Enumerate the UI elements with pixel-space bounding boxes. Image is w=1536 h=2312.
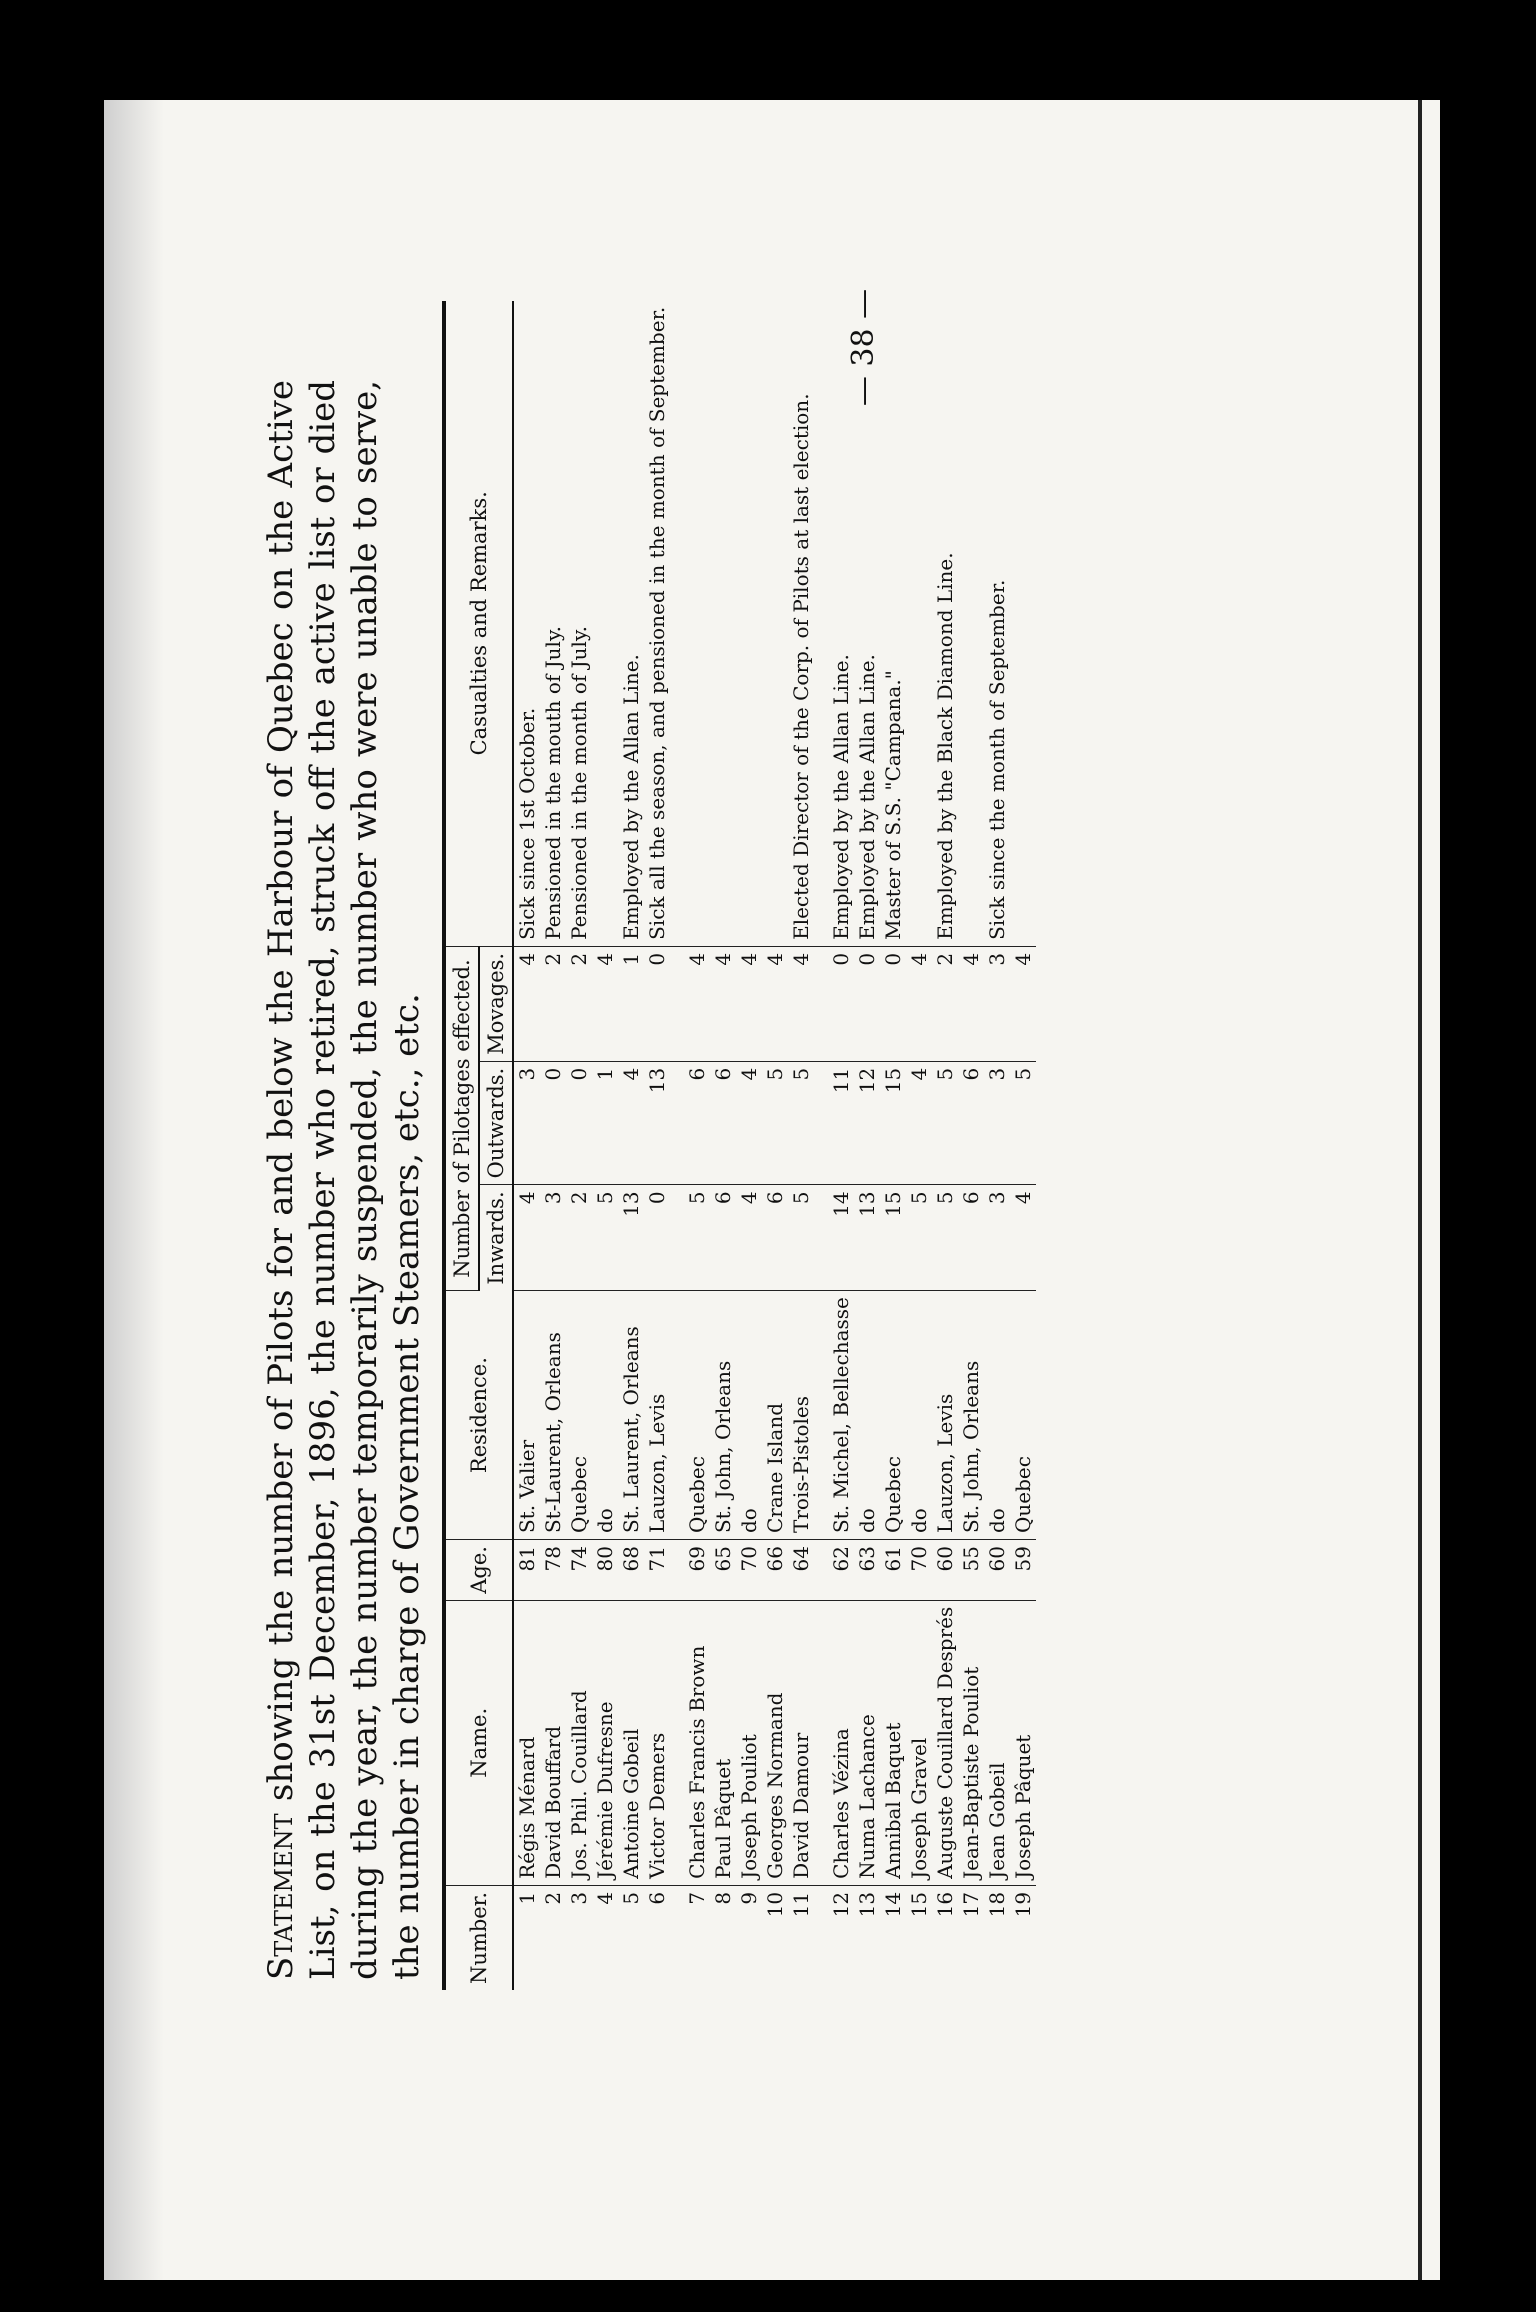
cell-number: 17 <box>959 1891 983 1918</box>
cell-movages: 4 <box>736 946 762 1061</box>
header-inwards: Inwards. <box>479 1185 513 1291</box>
cell-remarks: Sick all the season, and pensioned in the month of September. <box>644 301 670 947</box>
cell-inwards: 13 <box>618 1185 644 1291</box>
cell-name: Régis Ménard <box>513 1600 540 1885</box>
cell-remarks <box>1010 301 1036 947</box>
cell-number: 3 <box>567 1891 591 1905</box>
cell-number: 19 <box>1011 1891 1035 1918</box>
cell-outwards: 3 <box>984 1061 1010 1185</box>
cell-remarks <box>684 301 710 947</box>
cell-number: 9 <box>737 1891 761 1905</box>
cell-number: 12 <box>829 1891 853 1918</box>
cell-movages: 0 <box>644 946 670 1061</box>
cell-remarks <box>906 301 932 947</box>
cell-outwards: 5 <box>932 1061 958 1185</box>
cell-outwards: 1 <box>592 1061 618 1185</box>
cell-remarks: Master of S.S. "Campana." <box>880 301 906 947</box>
page-edge-line <box>1418 100 1422 2280</box>
cell-name: Antoine Gobeil <box>618 1600 644 1885</box>
cell-residence: do <box>592 1291 618 1540</box>
cell-movages: 0 <box>828 946 854 1061</box>
cell-name: Joseph Pâquet <box>1010 1600 1036 1885</box>
header-residence: Residence. <box>444 1291 513 1540</box>
cell-movages: 2 <box>932 946 958 1061</box>
statement-title <box>260 370 428 1990</box>
title-lead: Statement <box>261 1813 301 1980</box>
table-row <box>1010 301 1036 1990</box>
cell-movages: 4 <box>788 946 814 1061</box>
cell-outwards: 5 <box>1010 1061 1036 1185</box>
cell-name: Auguste Couillard Després <box>932 1600 958 1885</box>
table-row <box>932 301 958 1990</box>
table-row <box>736 301 762 1990</box>
cell-number: 18 <box>985 1891 1009 1918</box>
header-outwards: Outwards. <box>479 1061 513 1185</box>
cell-remarks <box>736 301 762 947</box>
cell-number: 13 <box>855 1891 879 1918</box>
cell-age: 65 <box>710 1540 736 1601</box>
title-text: showing the number of Pilots for and below the Harbour of Quebec on the Active List, on the 31st December, 1896, the number who retired, struck off the active list or died during the year, the number temporarily suspended, the number who were unable to serve, the number in charge of Government Steamers, etc., etc. <box>261 379 427 1980</box>
cell-remarks: Sick since the month of September. <box>984 301 1010 947</box>
cell-name: Charles Francis Brown <box>684 1600 710 1885</box>
cell-name: David Damour <box>788 1600 814 1885</box>
cell-name: Charles Vézina <box>828 1600 854 1885</box>
cell-remarks <box>762 301 788 947</box>
table-body <box>513 301 1036 1990</box>
cell-residence: do <box>854 1291 880 1540</box>
cell-inwards: 6 <box>958 1185 984 1291</box>
table-row <box>566 301 592 1990</box>
cell-inwards: 2 <box>566 1185 592 1291</box>
table-row <box>906 301 932 1990</box>
cell-age: 61 <box>880 1540 906 1601</box>
table-row <box>513 301 540 1990</box>
page-spine-shadow <box>104 100 164 2280</box>
cell-age: 63 <box>854 1540 880 1601</box>
cell-outwards: 11 <box>828 1061 854 1185</box>
cell-age: 71 <box>644 1540 670 1601</box>
cell-outwards: 12 <box>854 1061 880 1185</box>
cell-remarks <box>710 301 736 947</box>
cell-age: 78 <box>540 1540 566 1601</box>
cell-outwards: 4 <box>618 1061 644 1185</box>
cell-inwards: 0 <box>644 1185 670 1291</box>
header-pilotages: Number of Pilotages effected. <box>444 946 479 1290</box>
cell-name: Victor Demers <box>644 1600 670 1885</box>
cell-number: 15 <box>907 1891 931 1918</box>
cell-residence: St. Laurent, Orleans <box>618 1291 644 1540</box>
cell-residence: Crane Island <box>762 1291 788 1540</box>
cell-inwards: 3 <box>540 1185 566 1291</box>
cell-name: Georges Normand <box>762 1600 788 1885</box>
cell-inwards: 5 <box>684 1185 710 1291</box>
cell-outwards: 6 <box>684 1061 710 1185</box>
cell-residence: Quebec <box>566 1291 592 1540</box>
cell-inwards: 4 <box>1010 1185 1036 1291</box>
cell-name: Paul Pâquet <box>710 1600 736 1885</box>
cell-outwards: 4 <box>736 1061 762 1185</box>
cell-inwards: 4 <box>736 1185 762 1291</box>
cell-age: 59 <box>1010 1540 1036 1601</box>
cell-residence: do <box>984 1291 1010 1540</box>
table-row <box>710 301 736 1990</box>
table-row <box>540 301 566 1990</box>
cell-movages: 1 <box>618 946 644 1061</box>
cell-movages: 4 <box>762 946 788 1061</box>
cell-inwards: 5 <box>932 1185 958 1291</box>
cell-remarks: Employed by the Allan Line. <box>828 301 854 947</box>
cell-remarks: Employed by the Allan Line. <box>618 301 644 947</box>
cell-outwards: 13 <box>644 1061 670 1185</box>
cell-name: Annibal Baquet <box>880 1600 906 1885</box>
cell-inwards: 13 <box>854 1185 880 1291</box>
cell-name: Jean Gobeil <box>984 1600 1010 1885</box>
cell-residence: Quebec <box>1010 1291 1036 1540</box>
cell-residence: Lauzon, Levis <box>644 1291 670 1540</box>
cell-residence: Lauzon, Levis <box>932 1291 958 1540</box>
cell-residence: do <box>736 1291 762 1540</box>
cell-number: 2 <box>541 1891 565 1905</box>
cell-number: 8 <box>711 1891 735 1905</box>
table-row <box>592 301 618 1990</box>
cell-movages: 4 <box>906 946 932 1061</box>
cell-outwards: 0 <box>540 1061 566 1185</box>
cell-residence: Quebec <box>880 1291 906 1540</box>
cell-remarks: Employed by the Black Diamond Line. <box>932 301 958 947</box>
cell-name: David Bouffard <box>540 1600 566 1885</box>
cell-inwards: 5 <box>906 1185 932 1291</box>
table-row <box>644 301 670 1990</box>
cell-outwards: 6 <box>710 1061 736 1185</box>
cell-movages: 3 <box>984 946 1010 1061</box>
cell-movages: 4 <box>513 946 540 1061</box>
cell-name: Joseph Gravel <box>906 1600 932 1885</box>
cell-age: 62 <box>828 1540 854 1601</box>
cell-outwards: 4 <box>906 1061 932 1185</box>
cell-remarks: Pensioned in the mouth of July. <box>540 301 566 947</box>
pilots-table <box>442 301 1036 1990</box>
cell-remarks: Elected Director of the Corp. of Pilots at last election. <box>788 301 814 947</box>
cell-number: 4 <box>593 1891 617 1905</box>
cell-number: 16 <box>933 1891 957 1918</box>
cell-name: Jean-Baptiste Pouliot <box>958 1600 984 1885</box>
cell-age: 60 <box>984 1540 1010 1601</box>
cell-remarks: Employed by the Allan Line. <box>854 301 880 947</box>
cell-name: Jos. Phil. Couillard <box>566 1600 592 1885</box>
table-row <box>684 301 710 1990</box>
cell-movages: 0 <box>854 946 880 1061</box>
cell-inwards: 5 <box>788 1185 814 1291</box>
table-row <box>788 301 814 1990</box>
cell-age: 81 <box>513 1540 540 1601</box>
cell-movages: 4 <box>592 946 618 1061</box>
cell-movages: 0 <box>880 946 906 1061</box>
cell-age: 68 <box>618 1540 644 1601</box>
header-number: Number. <box>444 1885 513 1990</box>
row-gap <box>670 301 684 1990</box>
header-movages: Movages. <box>479 946 513 1061</box>
cell-number: 14 <box>881 1891 905 1918</box>
cell-remarks <box>592 301 618 947</box>
cell-residence: do <box>906 1291 932 1540</box>
cell-outwards: 3 <box>513 1061 540 1185</box>
cell-inwards: 6 <box>710 1185 736 1291</box>
cell-residence: St. John, Orleans <box>958 1291 984 1540</box>
table-row <box>762 301 788 1990</box>
cell-number: 11 <box>789 1891 813 1918</box>
cell-remarks: Sick since 1st October. <box>513 301 540 947</box>
cell-residence: Quebec <box>684 1291 710 1540</box>
cell-movages: 4 <box>684 946 710 1061</box>
cell-number: 5 <box>619 1891 643 1905</box>
cell-movages: 4 <box>710 946 736 1061</box>
table-row <box>854 301 880 1990</box>
cell-name: Joseph Pouliot <box>736 1600 762 1885</box>
cell-outwards: 6 <box>958 1061 984 1185</box>
cell-remarks: Pensioned in the month of July. <box>566 301 592 947</box>
cell-inwards: 15 <box>880 1185 906 1291</box>
cell-age: 74 <box>566 1540 592 1601</box>
cell-residence: Trois-Pistoles <box>788 1291 814 1540</box>
cell-age: 66 <box>762 1540 788 1601</box>
cell-name: Jérémie Dufresne <box>592 1600 618 1885</box>
cell-outwards: 15 <box>880 1061 906 1185</box>
header-name: Name. <box>444 1600 513 1885</box>
header-age: Age. <box>444 1540 513 1601</box>
table-row <box>984 301 1010 1990</box>
cell-residence: St. Michel, Bellechasse <box>828 1291 854 1540</box>
cell-age: 80 <box>592 1540 618 1601</box>
cell-age: 69 <box>684 1540 710 1601</box>
table-row <box>618 301 644 1990</box>
cell-residence: St-Laurent, Orleans <box>540 1291 566 1540</box>
table-row <box>880 301 906 1990</box>
cell-number: 1 <box>515 1891 539 1905</box>
cell-inwards: 14 <box>828 1185 854 1291</box>
cell-outwards: 5 <box>788 1061 814 1185</box>
cell-age: 64 <box>788 1540 814 1601</box>
cell-movages: 2 <box>566 946 592 1061</box>
cell-movages: 4 <box>958 946 984 1061</box>
cell-inwards: 3 <box>984 1185 1010 1291</box>
cell-inwards: 5 <box>592 1185 618 1291</box>
page-number: — 38 — <box>846 288 882 407</box>
cell-number: 6 <box>645 1891 669 1905</box>
cell-outwards: 5 <box>762 1061 788 1185</box>
cell-number: 10 <box>763 1891 787 1918</box>
table-row <box>958 301 984 1990</box>
cell-age: 70 <box>736 1540 762 1601</box>
cell-outwards: 0 <box>566 1061 592 1185</box>
table-row <box>828 301 854 1990</box>
cell-residence: St. John, Orleans <box>710 1291 736 1540</box>
cell-inwards: 4 <box>513 1185 540 1291</box>
header-remarks: Casualties and Remarks. <box>444 301 513 947</box>
cell-movages: 2 <box>540 946 566 1061</box>
cell-residence: St. Valier <box>513 1291 540 1540</box>
cell-number: 7 <box>685 1891 709 1905</box>
row-gap <box>814 301 828 1990</box>
cell-age: 60 <box>932 1540 958 1601</box>
cell-name: Numa Lachance <box>854 1600 880 1885</box>
cell-inwards: 6 <box>762 1185 788 1291</box>
cell-age: 55 <box>958 1540 984 1601</box>
cell-age: 70 <box>906 1540 932 1601</box>
cell-remarks <box>958 301 984 947</box>
cell-movages: 4 <box>1010 946 1036 1061</box>
